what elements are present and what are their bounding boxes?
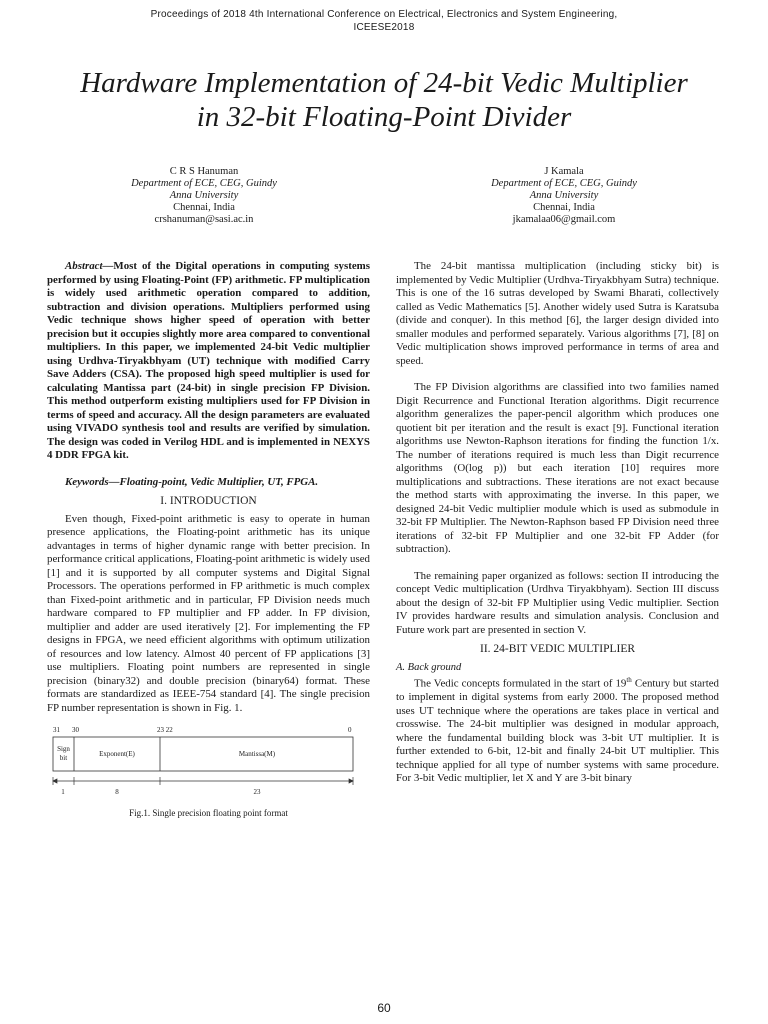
header-line-1: Proceedings of 2018 4th International Conference on Electrical, Electronics and System Engineering,: [150, 9, 618, 20]
keywords: [47, 476, 370, 490]
paragraph-mantissa: The 24-bit mantissa multiplication (including sticky bit) is implemented by Vedic Multiplier (Urdhva-Tiryakbhyam Sutra) technique. This is one of the 16 sutras developed by Swami Bharati, collectively called as Vedic Mathematics [5]. Another widely used Sutra is Karatsuba (divide and conquer). In this method [6], the larger design divided into smaller modules and performed separately. Various algorithms [7], [8] on Vedic multiplication shows improved performance in terms of area and speed.: [396, 260, 719, 367]
author-name: C R S Hanuman: [169, 166, 239, 177]
paragraph-organization: The remaining paper organized as follows: section II introducing the concept Vedic multiplication (Urdhva Tiryakbhyam). Section III discuss about the design of 32-bit FP Multiplier using Vedic multiplier. Section IV provides hardware results and simulation analysis. Conclusion and Future work part are presented in section V.: [396, 569, 719, 636]
width-label-1: 1: [61, 788, 65, 796]
author-email[interactable]: crshanuman@sasi.ac.in: [154, 214, 254, 225]
author-email[interactable]: jkamalaa06@gmail.com: [512, 214, 616, 225]
width-label-8: 8: [115, 788, 119, 796]
figure-1: [47, 723, 370, 823]
sign-field-label-2: bit: [59, 754, 68, 762]
section-heading-vedic: II. 24-BIT VEDIC MULTIPLIER: [479, 643, 636, 655]
width-label-23: 23: [253, 788, 261, 796]
exponent-field-label: Exponent(E): [99, 750, 135, 758]
paper-title: [40, 66, 728, 134]
keywords-label: Keywords—: [65, 475, 120, 488]
introduction-paragraph: Even though, Fixed-point arithmetic is easy to operate in human presence applications, the Floating-point arithmetic has its unique advantages in terms of higher dynamic range with better precision. In performance critical applications, Floating-point arithmetic is widely used [1] and it is supported by all computer systems and Digital Signal Processors. The operations performed in FP arithmetic is much complex than Fixed-point arithmetic and in particular, FP Division needs much hardware compared to FP multiplier and FP adder. In FP division, multiplier and adder are used iteratively [2]. For implementing the FP designs in FPGA, we need efficient algorithms with optimum utilization of resources and low latency. Almost 40 percent of FP applications [3] use multipliers. Floating point numbers are represented in single precision (binary32) and double precision (binary64) format. These formats are standardized as IEEE-754 standard [4]. The single precision FP number representation is shown in Fig. 1.: [47, 512, 370, 714]
header-line-2: ICEESE2018: [353, 22, 415, 33]
mantissa-field-label: Mantissa(M): [238, 750, 276, 758]
author-block-1: [94, 166, 314, 226]
title-line-1: Hardware Implementation of 24-bit Vedic Multiplier: [80, 67, 688, 99]
format-box: [53, 737, 353, 771]
left-column: [47, 260, 370, 823]
section-heading-introduction: I. INTRODUCTION: [160, 495, 257, 507]
keywords-text: Floating-point, Vedic Multiplier, UT, FPGA.: [119, 475, 319, 488]
author-department: Department of ECE, CEG, Guindy: [131, 178, 277, 189]
author-city: Chennai, India: [533, 202, 595, 213]
arrow-head: [349, 779, 353, 783]
abstract-label: Abstract—: [65, 260, 114, 272]
arrow-head: [53, 779, 57, 783]
author-block-2: [454, 166, 674, 226]
page-number: 60: [377, 1001, 391, 1015]
bit-label-0: 0: [348, 726, 352, 734]
paragraph-division: The FP Division algorithms are classified into two families named Digit Recurrence and Functional Iteration algorithms. Digit recurrence algorithm generalizes the paper-pencil algorithm which produces one quotient bit per iteration and the result is exact [9]. Functional iteration algorithms use Newton-Raphson iterations for finding the function 1/x. The number of iterations required is much less than Digit recurrence algorithms (O(log p)) but each iteration [10] requires more multiplications and subtractions. These iterations are not exact because the method starts with approximating the inverse. In this paper, we designed 24-bit Vedic multiplier module which is used as submodule in 32-bit FP Multiplier. The Newton-Raphson based FP Division need three iterations of 32-bit FP Multiplier and one 32-bit FP Adder (for subtraction).: [396, 381, 719, 555]
figure-caption: Fig.1. Single precision floating point format: [129, 808, 288, 818]
title-line-2: in 32-bit Floating-Point Divider: [196, 101, 572, 133]
author-university: Anna University: [169, 190, 239, 201]
author-city: Chennai, India: [173, 202, 235, 213]
bit-label-23-22: 23 22: [157, 726, 173, 734]
subsection-heading-background: A. Back ground: [396, 661, 462, 673]
right-column: [396, 260, 719, 786]
sign-field-label: Sign: [57, 745, 70, 753]
author-department: Department of ECE, CEG, Guindy: [491, 178, 637, 189]
paragraph-background: The Vedic concepts formulated in the start of 19th Century but started to implement in digital systems from early 2000. The proposed method uses UT technique where the operations are takes place in vertical and crosswise. The 24-bit multiplier was designed in modular approach, where the fundamental building block was 3-bit UT multiplier. It is further extended to 6-bit, 12-bit and finally 24-bit UT multiplier. This technique applied for all type of number systems with same procedure. For 3-bit Vedic multiplier, let X and Y are 3-bit binary: [396, 676, 719, 785]
abstract-text: Most of the Digital operations in computing systems performed by using Floating-Point (FP) arithmetic. FP multiplication is widely used arithmetic operation compared to addition, subtraction and division operations. Multipliers performed using Vedic technique shows higher speed of operation with better precision but it occupies slightly more area compared to conventional multipliers. In this paper, we implemented 24-bit Vedic multiplier using Urdhva-Tiryakbhyam (UT) technique with modified Carry Save Adders (CSA). The proposed high speed multiplier is used for calculating Mantissa part (24-bit) in single precision FP Division. This method outperform existing multipliers used for FP Division in terms of speed and accuracy. All the design parameters are evaluated using VIVADO synthesis tool and results are verified by simulation. The design was coded in Verilog HDL and is implemented in NEXYS 4 DDR FPGA kit.: [47, 260, 370, 461]
author-university: Anna University: [529, 190, 599, 201]
bit-label-31: 31: [53, 726, 60, 734]
fp-format-diagram: [47, 723, 370, 807]
abstract: [47, 260, 370, 463]
bit-label-30: 30: [72, 726, 79, 734]
author-name: J Kamala: [544, 166, 584, 177]
conference-header: [0, 8, 768, 34]
